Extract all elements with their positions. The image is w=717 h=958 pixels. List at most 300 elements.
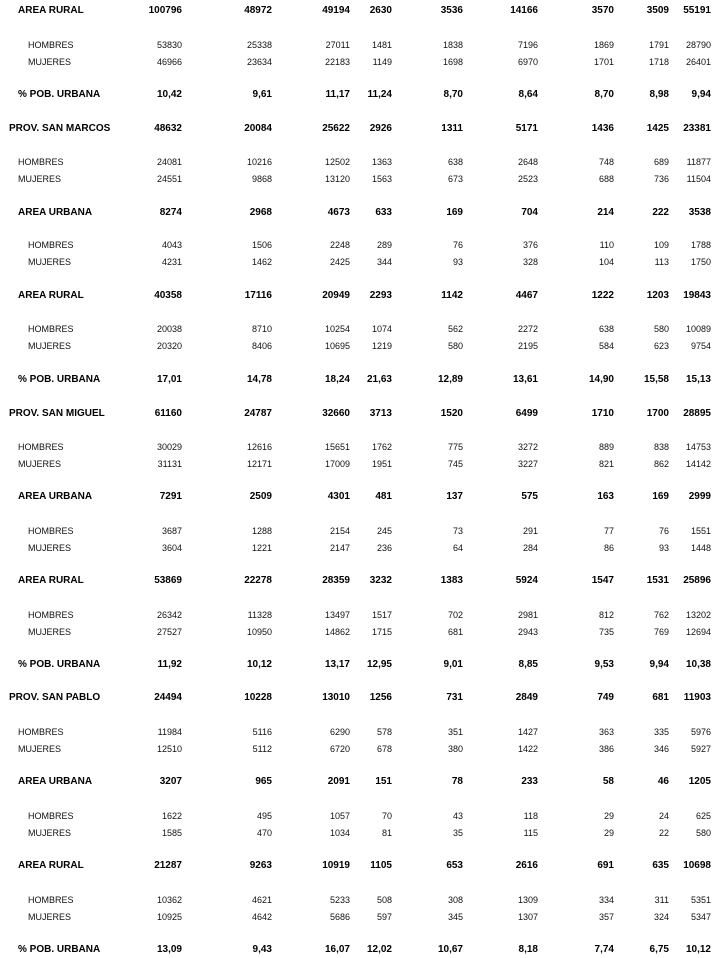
value-cell: 9,94 [649,659,669,670]
value-cell: 110 [599,240,614,250]
value-cell: 769 [653,627,669,637]
value-cell: 3536 [440,5,463,16]
value-cell: 27011 [325,40,350,50]
value-cell: 14166 [510,5,538,16]
value-cell: 11903 [683,692,711,703]
value-cell: 775 [447,442,463,452]
table-row [0,725,717,739]
value-cell: 3713 [369,408,392,419]
value-cell: 345 [447,912,463,922]
value-cell: 26401 [685,57,711,67]
value-cell: 77 [603,526,614,536]
row-label: MUJERES [28,543,72,553]
value-cell: 86 [603,543,614,553]
value-cell: 1363 [371,157,392,167]
value-cell: 20949 [322,290,350,301]
value-cell: 1701 [593,57,614,67]
value-cell: 4467 [515,290,538,301]
value-cell: 1034 [329,828,350,838]
value-cell: 9,43 [252,944,272,955]
value-cell: 48972 [244,5,272,16]
value-cell: 55191 [683,5,711,16]
value-cell: 12,95 [366,659,392,670]
value-cell: 214 [597,207,614,218]
value-cell: 5171 [515,123,538,134]
row-label: HOMBRES [18,157,64,167]
value-cell: 838 [653,442,669,452]
value-cell: 25622 [322,123,350,134]
value-cell: 14,90 [588,374,614,385]
value-cell: 17116 [244,290,272,301]
value-cell: 13010 [322,692,350,703]
value-cell: 24081 [156,157,182,167]
value-cell: 76 [452,240,463,250]
value-cell: 625 [695,811,711,821]
value-cell: 1750 [690,257,711,267]
value-cell: 35 [452,828,463,838]
value-cell: 46966 [156,57,182,67]
value-cell: 5233 [329,895,350,905]
value-cell: 5927 [690,744,711,754]
value-cell: 10228 [244,692,272,703]
value-cell: 10362 [156,895,182,905]
value-cell: 731 [446,692,463,703]
value-cell: 1288 [251,526,272,536]
value-cell: 10,67 [437,944,463,955]
value-cell: 24494 [154,692,182,703]
row-label: AREA RURAL [18,290,84,301]
table-row [0,322,717,336]
row-label: MUJERES [28,912,72,922]
value-cell: 1222 [591,290,614,301]
value-cell: 1256 [369,692,392,703]
row-label: HOMBRES [28,240,74,250]
value-cell: 2943 [517,627,538,637]
value-cell: 1074 [371,324,392,334]
value-cell: 28895 [683,408,711,419]
value-cell: 48632 [154,123,182,134]
value-cell: 1221 [251,543,272,553]
value-cell: 28359 [322,575,350,586]
value-cell: 308 [447,895,463,905]
row-label: MUJERES [28,57,72,67]
value-cell: 12,02 [366,944,392,955]
value-cell: 17009 [324,459,350,469]
value-cell: 21287 [154,860,182,871]
value-cell: 3570 [591,5,614,16]
value-cell: 4642 [251,912,272,922]
value-cell: 3207 [159,776,182,787]
value-cell: 3604 [161,543,182,553]
value-cell: 25896 [683,575,711,586]
value-cell: 13497 [324,610,350,620]
row-label: MUJERES [28,257,72,267]
value-cell: 2091 [327,776,350,787]
value-cell: 1311 [441,123,463,134]
value-cell: 2425 [329,257,350,267]
table-row [0,809,717,823]
value-cell: 335 [653,727,669,737]
row-label: MUJERES [18,459,62,469]
table-row [0,155,717,169]
value-cell: 104 [598,257,614,267]
value-cell: 562 [447,324,463,334]
row-label: HOMBRES [28,811,74,821]
value-cell: 1219 [371,341,392,351]
value-cell: 17,01 [156,374,182,385]
value-cell: 6,75 [649,944,669,955]
value-cell: 1791 [648,40,669,50]
row-label: AREA URBANA [18,776,93,787]
value-cell: 2616 [515,860,538,871]
value-cell: 762 [653,610,669,620]
table-row [0,255,717,269]
value-cell: 53830 [156,40,182,50]
row-label: AREA RURAL [18,5,84,16]
value-cell: 1563 [371,174,392,184]
value-cell: 2509 [249,491,272,502]
value-cell: 1838 [442,40,463,50]
value-cell: 1448 [690,543,711,553]
value-cell: 29 [603,828,614,838]
value-cell: 93 [658,543,669,553]
value-cell: 13,61 [512,374,538,385]
value-cell: 11,17 [325,89,350,100]
value-cell: 22 [658,828,669,838]
value-cell: 29 [603,811,614,821]
value-cell: 289 [376,240,392,250]
value-cell: 19843 [683,290,711,301]
table-row [0,122,717,136]
value-cell: 49194 [322,5,350,16]
value-cell: 821 [598,459,614,469]
value-cell: 1203 [646,290,669,301]
value-cell: 6499 [515,408,538,419]
value-cell: 749 [597,692,614,703]
value-cell: 284 [522,543,538,553]
value-cell: 2293 [369,290,392,301]
value-cell: 1422 [517,744,538,754]
table-row [0,440,717,454]
value-cell: 2248 [329,240,350,250]
value-cell: 1506 [251,240,272,250]
value-cell: 2195 [517,341,538,351]
value-cell: 137 [446,491,463,502]
row-label: HOMBRES [28,324,74,334]
value-cell: 28790 [685,40,711,50]
value-cell: 748 [598,157,614,167]
value-cell: 575 [521,491,538,502]
value-cell: 6720 [329,744,350,754]
value-cell: 8,85 [518,659,538,670]
value-cell: 14,78 [246,374,272,385]
value-cell: 324 [653,912,669,922]
value-cell: 1762 [371,442,392,452]
value-cell: 9,01 [443,659,463,670]
value-cell: 1951 [371,459,392,469]
value-cell: 15651 [324,442,350,452]
value-cell: 2968 [249,207,272,218]
value-cell: 291 [522,526,538,536]
value-cell: 7,74 [594,944,614,955]
value-cell: 8,98 [649,89,669,100]
value-cell: 151 [375,776,392,787]
table-row [0,775,717,789]
value-cell: 1425 [646,123,669,134]
row-label: % POB. URBANA [18,659,101,670]
value-cell: 1788 [690,240,711,250]
value-cell: 8710 [251,324,272,334]
value-cell: 24787 [244,408,272,419]
value-cell: 689 [653,157,669,167]
value-cell: 23634 [246,57,272,67]
value-cell: 169 [446,207,463,218]
value-cell: 31131 [157,459,182,469]
value-cell: 5116 [252,727,272,737]
value-cell: 78 [451,776,463,787]
value-cell: 311 [654,895,669,905]
value-cell: 10,38 [685,659,711,670]
value-cell: 363 [598,727,614,737]
value-cell: 2147 [329,543,350,553]
row-label: AREA RURAL [18,860,84,871]
row-label: AREA RURAL [18,575,84,586]
table-row [0,574,717,588]
value-cell: 578 [376,727,392,737]
row-label: MUJERES [18,744,62,754]
value-cell: 678 [376,744,392,754]
row-label: HOMBRES [18,727,64,737]
row-label: PROV. SAN PABLO [9,692,101,703]
value-cell: 1551 [690,526,711,536]
value-cell: 1718 [648,57,669,67]
value-cell: 1531 [646,575,669,586]
value-cell: 1547 [591,575,614,586]
table-row [0,88,717,102]
value-cell: 4043 [161,240,182,250]
value-cell: 5351 [690,895,711,905]
value-cell: 3509 [646,5,669,16]
value-cell: 236 [376,543,392,553]
value-cell: 100796 [148,5,182,16]
value-cell: 12510 [156,744,182,754]
value-cell: 9868 [251,174,272,184]
value-cell: 4673 [327,207,350,218]
value-cell: 16,07 [324,944,350,955]
row-label: AREA URBANA [18,491,93,502]
row-label: HOMBRES [28,40,74,50]
value-cell: 1105 [370,860,392,871]
value-cell: 13,17 [324,659,350,670]
value-cell: 5347 [690,912,711,922]
value-cell: 357 [598,912,614,922]
value-cell: 386 [598,744,614,754]
value-cell: 20084 [244,123,272,134]
table-row [0,4,717,18]
value-cell: 8,70 [443,89,463,100]
value-cell: 169 [652,491,669,502]
value-cell: 18,24 [324,374,350,385]
value-cell: 2648 [517,157,538,167]
value-cell: 3227 [517,459,538,469]
value-cell: 53869 [154,575,182,586]
value-cell: 1462 [251,257,272,267]
table-row [0,943,717,957]
row-label: HOMBRES [28,526,74,536]
value-cell: 638 [598,324,614,334]
row-label: % POB. URBANA [18,89,101,100]
value-cell: 2926 [369,123,392,134]
table-row [0,910,717,924]
value-cell: 1057 [329,811,350,821]
value-cell: 580 [695,828,711,838]
value-cell: 26342 [156,610,182,620]
value-cell: 8274 [159,207,182,218]
value-cell: 745 [447,459,463,469]
table-row [0,742,717,756]
value-cell: 20320 [156,341,182,351]
value-cell: 812 [598,610,614,620]
value-cell: 24 [658,811,669,821]
value-cell: 688 [598,174,614,184]
value-cell: 23381 [683,123,711,134]
value-cell: 3232 [369,575,392,586]
value-cell: 1585 [161,828,182,838]
value-cell: 64 [452,543,463,553]
table-row [0,407,717,421]
value-cell: 5112 [252,744,272,754]
value-cell: 6290 [329,727,350,737]
value-cell: 346 [653,744,669,754]
value-cell: 21,63 [366,374,392,385]
value-cell: 704 [521,207,538,218]
value-cell: 222 [652,207,669,218]
value-cell: 11504 [686,174,711,184]
value-cell: 11328 [247,610,272,620]
value-cell: 702 [447,610,463,620]
value-cell: 597 [376,912,392,922]
value-cell: 11,92 [157,659,182,670]
value-cell: 14862 [324,627,350,637]
value-cell: 508 [376,895,392,905]
value-cell: 2154 [329,526,350,536]
value-cell: 245 [376,526,392,536]
value-cell: 8,70 [594,89,614,100]
value-cell: 32660 [322,408,350,419]
value-cell: 8406 [251,341,272,351]
value-cell: 22278 [244,575,272,586]
value-cell: 2849 [515,692,538,703]
value-cell: 8,64 [518,89,538,100]
table-row [0,658,717,672]
value-cell: 10,12 [685,944,711,955]
value-cell: 481 [375,491,392,502]
value-cell: 61160 [154,408,182,419]
value-cell: 9754 [690,341,711,351]
value-cell: 12,89 [437,374,463,385]
table-row [0,373,717,387]
table-row [0,289,717,303]
value-cell: 1715 [371,627,392,637]
value-cell: 9263 [249,860,272,871]
value-cell: 1517 [371,610,392,620]
table-row [0,55,717,69]
value-cell: 118 [523,811,538,821]
value-cell: 10950 [246,627,272,637]
value-cell: 46 [657,776,669,787]
value-cell: 14142 [685,459,711,469]
value-cell: 4301 [327,491,350,502]
value-cell: 14753 [685,442,711,452]
value-cell: 12171 [246,459,272,469]
row-label: HOMBRES [28,610,74,620]
table-row [0,339,717,353]
table-row [0,859,717,873]
table-row [0,238,717,252]
value-cell: 115 [523,828,538,838]
value-cell: 334 [598,895,614,905]
value-cell: 5976 [690,727,711,737]
value-cell: 4231 [161,257,182,267]
value-cell: 43 [452,811,463,821]
table-row [0,625,717,639]
value-cell: 736 [653,174,669,184]
value-cell: 673 [447,174,463,184]
value-cell: 163 [597,491,614,502]
value-cell: 13202 [685,610,711,620]
value-cell: 113 [654,257,669,267]
value-cell: 1622 [161,811,182,821]
value-cell: 2999 [688,491,711,502]
value-cell: 6970 [517,57,538,67]
table-row [0,172,717,186]
value-cell: 1698 [442,57,463,67]
value-cell: 12616 [246,442,272,452]
value-cell: 9,53 [594,659,614,670]
value-cell: 13120 [324,174,350,184]
row-label: % POB. URBANA [18,944,101,955]
table-row [0,893,717,907]
value-cell: 81 [381,828,392,838]
value-cell: 11,24 [367,89,392,100]
value-cell: 623 [653,341,669,351]
table-row [0,691,717,705]
table-row [0,38,717,52]
value-cell: 470 [256,828,272,838]
value-cell: 3272 [517,442,538,452]
value-cell: 495 [256,811,272,821]
value-cell: 1427 [517,727,538,737]
value-cell: 93 [452,257,463,267]
value-cell: 5924 [515,575,538,586]
value-cell: 691 [597,860,614,871]
value-cell: 862 [653,459,669,469]
value-cell: 15,13 [685,374,711,385]
value-cell: 1307 [517,912,538,922]
value-cell: 58 [602,776,614,787]
row-label: MUJERES [28,341,72,351]
value-cell: 1710 [591,408,614,419]
value-cell: 633 [375,207,392,218]
value-cell: 27527 [156,627,182,637]
value-cell: 70 [381,811,392,821]
row-label: HOMBRES [28,895,74,905]
value-cell: 76 [658,526,669,536]
value-cell: 344 [376,257,392,267]
value-cell: 3687 [161,526,182,536]
value-cell: 12502 [324,157,350,167]
value-cell: 10695 [324,341,350,351]
